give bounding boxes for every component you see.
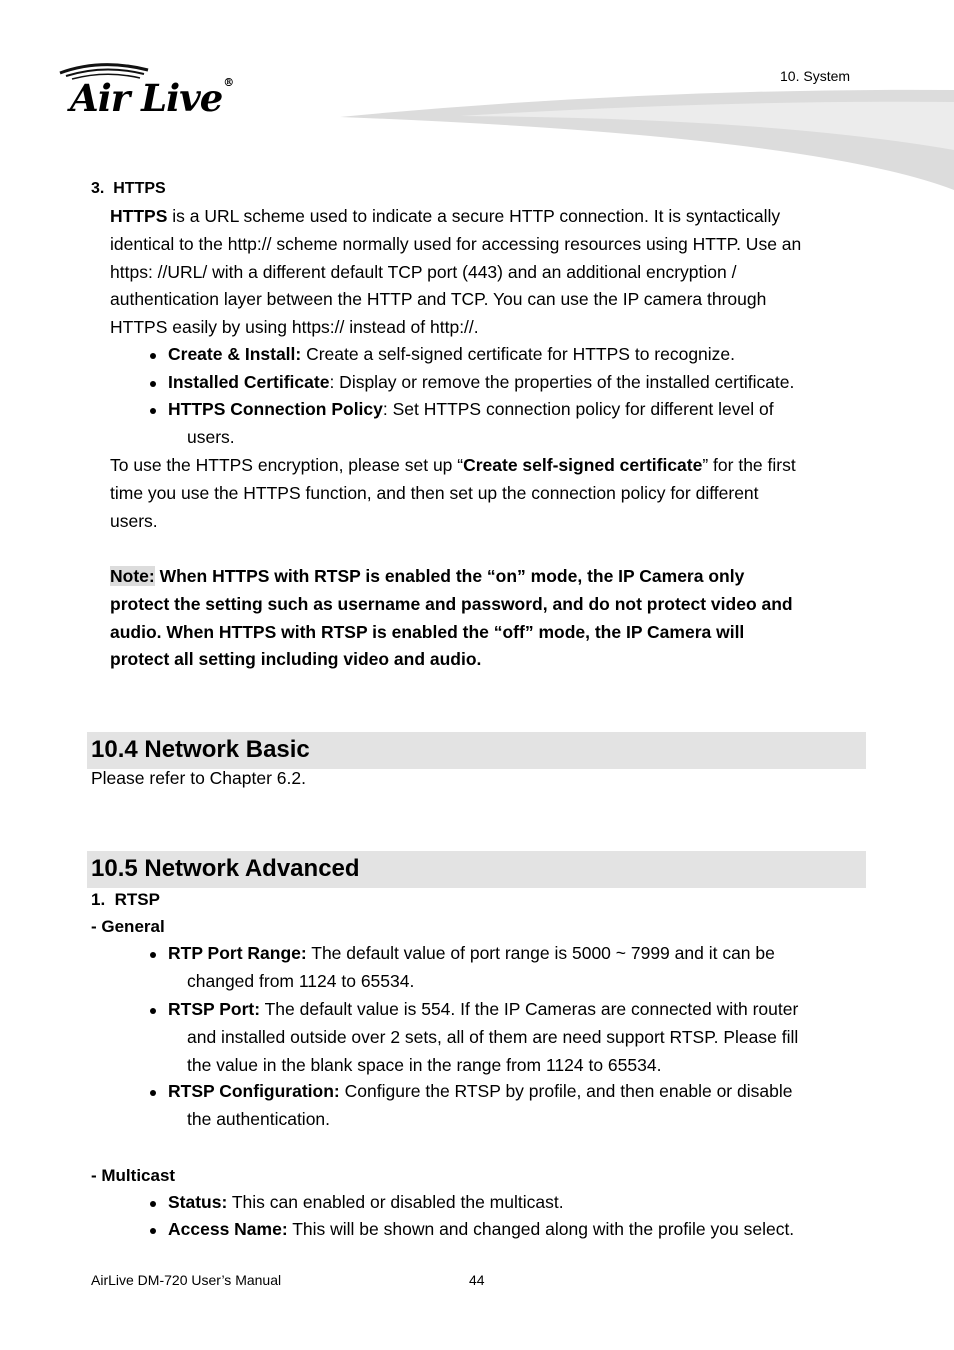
bullet-icon (150, 952, 156, 958)
https-intro (110, 203, 801, 342)
logo-text: Air Live (70, 76, 223, 120)
section-heading-network-basic (87, 732, 866, 769)
bullet-label: Status: (168, 1192, 228, 1212)
note-line: protect the setting such as username and password, and do not protect video and (110, 593, 793, 614)
https-intro-line: https: //URL/ with a different default TCP port (443) and an additional encryption / (110, 261, 737, 282)
page-number: 44 (469, 1272, 485, 1288)
section-heading-network-advanced (87, 851, 866, 888)
usage-text: To use the HTTPS encryption, please set up “ (110, 455, 464, 475)
bullet-text: This will be shown and changed along with the profile you select. (287, 1219, 795, 1239)
bullet-continuation: and installed outside over 2 sets, all of them are need support RTSP. Please fill (187, 1026, 799, 1047)
bullet-continuation: users. (187, 426, 235, 447)
bullet-icon (150, 1008, 156, 1014)
https-intro-line: authentication layer between the HTTP and TCP. You can use the IP camera through (110, 289, 767, 310)
https-intro-bold: HTTPS (110, 206, 168, 226)
usage-line: time you use the HTTPS function, and then set up the connection policy for different (110, 482, 759, 503)
https-usage (110, 452, 796, 535)
bullet-icon (150, 1201, 156, 1207)
bullet-icon (150, 1090, 156, 1096)
https-intro-line: is a URL scheme used to indicate a secure HTTP connection. It is syntactically (167, 206, 781, 226)
usage-bold: Create self-signed certificate (463, 455, 703, 475)
bullet-label: HTTPS Connection Policy (168, 399, 383, 419)
section-title: 10.4 Network Basic (91, 736, 310, 763)
bullet-icon (150, 408, 156, 414)
footer-manual-title: AirLive DM-720 User’s Manual (91, 1272, 282, 1288)
bullet-continuation: changed from 1124 to 65534. (187, 970, 415, 991)
https-note (110, 563, 793, 674)
bullet-label: Access Name: (168, 1219, 288, 1239)
bullet-icon (150, 353, 156, 359)
bullet-text: Configure the RTSP by profile, and then enable or disable (339, 1081, 793, 1101)
general-heading: - General (91, 917, 165, 936)
multicast-heading: - Multicast (91, 1166, 176, 1185)
section-label: 10. System (780, 68, 851, 84)
https-intro-line: identical to the http:// scheme normally used for accessing resources using HTTP. Use an (110, 233, 802, 254)
bullet-icon (150, 1228, 156, 1234)
bullet-text: : Set HTTPS connection policy for different level of (382, 399, 774, 419)
network-basic-text: Please refer to Chapter 6.2. (91, 768, 306, 788)
bullet-text: This can enabled or disabled the multicast. (227, 1192, 564, 1212)
bullet-continuation: the value in the blank space in the range from 1124 to 65534. (187, 1054, 662, 1075)
bullet-text: : Display or remove the properties of the installed certificate. (329, 372, 795, 392)
bullet-label: RTP Port Range: (168, 943, 307, 963)
note-label: Note: (110, 566, 155, 586)
bullet-label: RTSP Configuration: (168, 1081, 340, 1101)
note-line: protect all setting including video and audio. (110, 649, 482, 670)
bullet-label: RTSP Port: (168, 999, 261, 1019)
airlive-logo (56, 56, 286, 126)
bullet-text: Create a self-signed certificate for HTTPS to recognize. (301, 344, 736, 364)
registered-mark: ® (223, 76, 234, 89)
bullet-text: The default value of port range is 5000 ~ 7999 and it can be (306, 943, 775, 963)
bullet-text: The default value is 554. If the IP Cameras are connected with router (260, 999, 799, 1019)
bullet-icon (150, 381, 156, 387)
https-heading: 3. HTTPS (91, 180, 166, 197)
usage-line: users. (110, 510, 158, 531)
note-line: audio. When HTTPS with RTSP is enabled the “off” mode, the IP Camera will (110, 621, 745, 642)
note-text: When HTTPS with RTSP is enabled the “on” mode, the IP Camera only (154, 566, 745, 586)
bullet-continuation: the authentication. (187, 1108, 331, 1129)
https-intro-line: HTTPS easily by using https:// instead of http://. (110, 317, 479, 338)
section-title: 10.5 Network Advanced (91, 855, 360, 882)
header-swoosh-decoration (340, 80, 954, 195)
usage-text: ” for the first (702, 455, 796, 475)
rtsp-heading: 1. RTSP (91, 890, 160, 909)
bullet-label: Create & Install: (168, 344, 302, 364)
bullet-label: Installed Certificate (168, 372, 330, 392)
